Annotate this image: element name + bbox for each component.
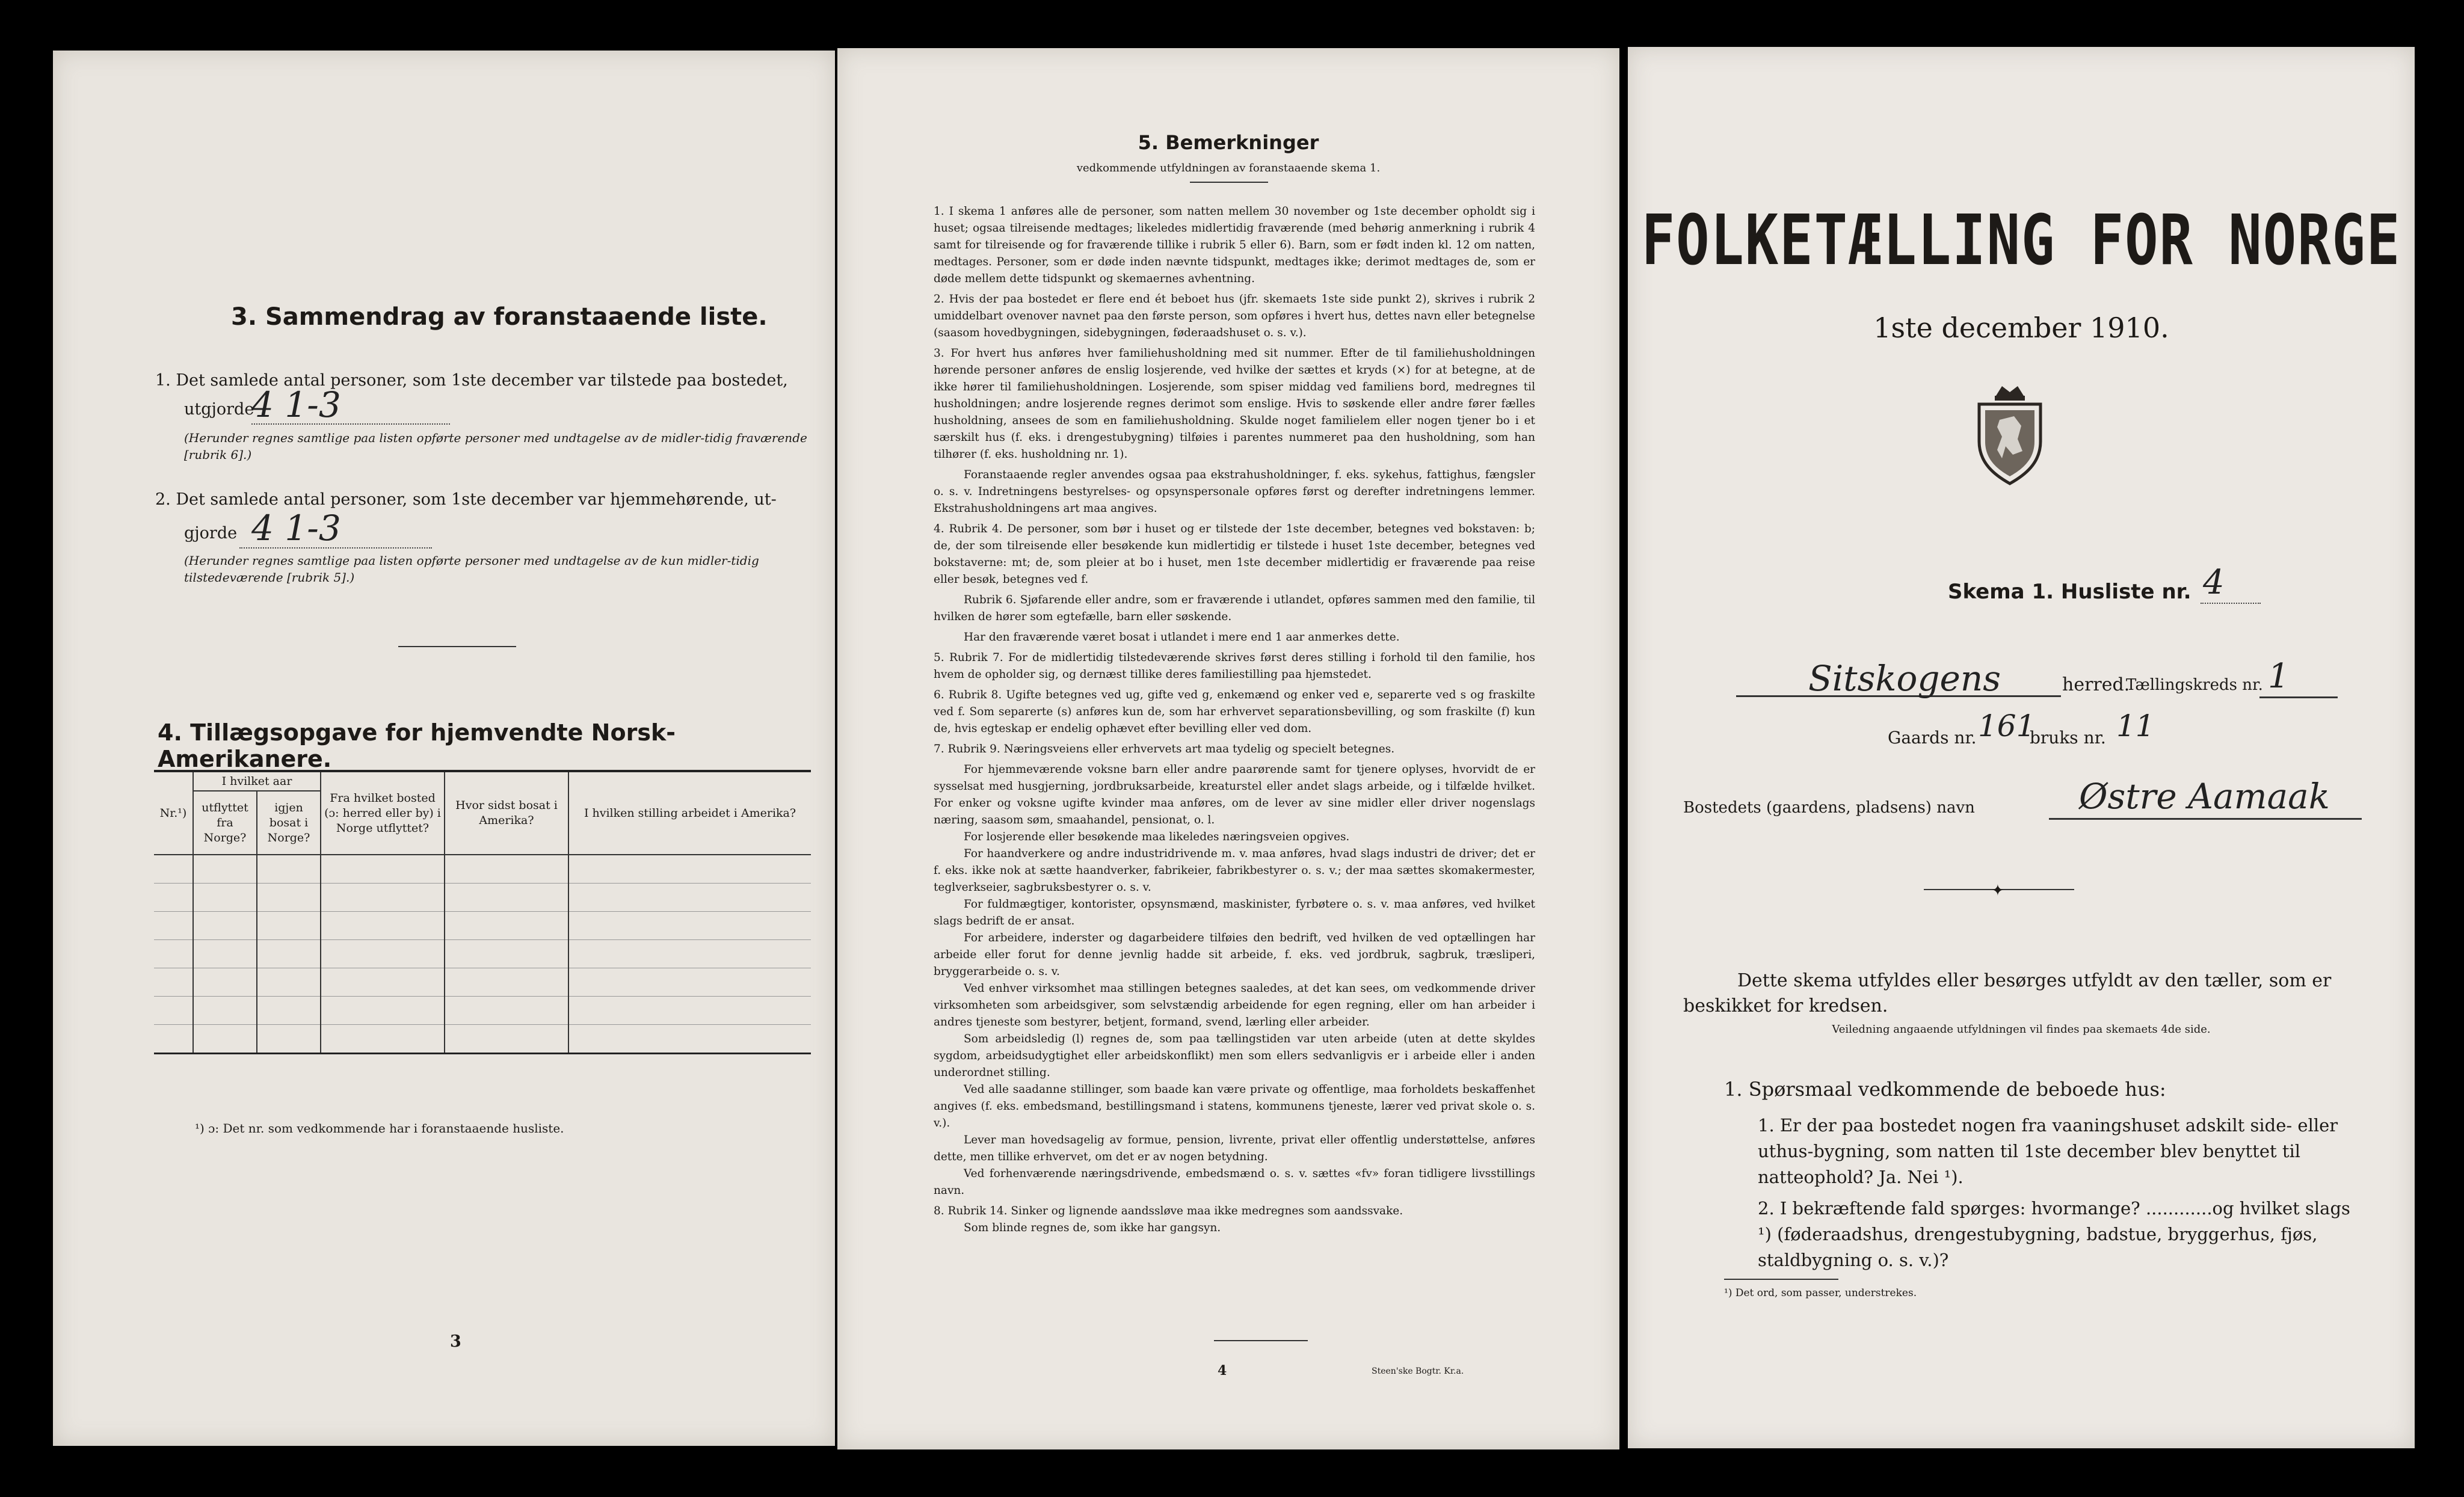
remark-4: 4. Rubrik 4. De personer, som bør i huset og er tilstede der 1ste december, betegnes ved bokstaven: b; de, der som tilreisende eller besøkende kun midlertidig er tilstede i huset 1ste december, betegnes ved bokstaverne: mt; de, som pleier at bo i huset, men 1ste december midlertidig er fraværende paa reise eller besøk, betegnes ved f. bbox=[934, 523, 1535, 586]
remark-7i: Lever man hovedsagelig av formue, pension, livrente, privat eller offentlig understøttelse, anføres dette, men tillike erhvervet, om det er av nogen betydning. bbox=[934, 1134, 1535, 1163]
page-right bbox=[1628, 47, 2415, 1448]
remark-7: 7. Rubrik 9. Næringsveiens eller erhvervets art maa tydelig og specielt betegnes. bbox=[934, 743, 1395, 755]
remark-4c: Har den fraværende været bosat i utlandet i mere end 1 aar anmerkes dette. bbox=[964, 631, 1400, 644]
remark-7g: Som arbeidsledig (l) regnes de, som paa tællingstiden var uten arbeide (uten at dette skyldes sygdom, arbeidsudygtighet eller arbeidskonflikt) men som ellers sedvanligvis er i arbeide eller i anden underordnet stilling. bbox=[934, 1033, 1535, 1079]
intro-note: Veiledning angaaende utfyldningen vil findes paa skemaets 4de side. bbox=[1832, 1023, 2211, 1036]
bosted-underline bbox=[2049, 818, 2362, 820]
printer-mark: Steen'ske Bogtr. Kr.a. bbox=[1372, 1366, 1464, 1376]
page-left bbox=[53, 51, 835, 1446]
remark-7c: For haandverkere og andre industridrivende m. v. maa anføres, hvad slags industri de driver; det er f. eks. ikke nok at sætte haandverker, fabrikeier, fabrikbestyrer o. s. v.; der maa sættes skomakermester, teglverkseier, sagbruksbestyrer o. s. v. bbox=[934, 847, 1535, 894]
skema-label: Skema 1. Husliste nr. bbox=[1948, 580, 2191, 604]
coat-of-arms-emblem bbox=[1971, 384, 2049, 486]
col-igjen-bosat: igjen bosat i Norge? bbox=[257, 791, 321, 855]
table-row bbox=[154, 884, 811, 912]
divider bbox=[398, 646, 516, 647]
form-title: FOLKETÆLLING FOR NORGE bbox=[1641, 200, 2401, 281]
remark-8: 8. Rubrik 14. Sinker og lignende aandssløve maa ikke medregnes som aandssvake. bbox=[934, 1205, 1403, 1217]
table-row bbox=[154, 912, 811, 940]
remark-4b: Rubrik 6. Sjøfarende eller andre, som er fraværende i utlandet, opføres sammen med den familie, til hvilken de hører som egtefælle, barn eller søskende. bbox=[934, 594, 1535, 623]
table-row bbox=[154, 1025, 811, 1054]
remark-7j: Ved forhenværende næringsdrivende, embedsmænd o. s. v. sættes «fv» foran tidligere livsstillings navn. bbox=[934, 1167, 1535, 1197]
form-date: 1ste december 1910. bbox=[1873, 312, 2169, 344]
remark-6: 6. Rubrik 8. Ugifte betegnes ved ug, gifte ved g, enkemænd og enker ved e, separerte ved s og fraskilte ved f. Som separerte (s) anføres kun de, som har erhvervet separationsbevilling, og som fraskilte (f) kun de, hvis egteskap er endelig ophævet efter bevilling eller ved dom. bbox=[934, 689, 1535, 735]
kreds-underline bbox=[2259, 696, 2338, 698]
dotted-line bbox=[2201, 603, 2261, 604]
col-hvor-sidst: Hvor sidst bosat i Amerika? bbox=[445, 771, 568, 855]
herred-value: Sitskogens bbox=[1808, 658, 2001, 699]
remarks-list bbox=[934, 203, 1535, 1237]
ornament-icon: ✦ bbox=[1991, 882, 2004, 900]
item2-value: 4 1-3 bbox=[251, 508, 341, 549]
page-number: 3 bbox=[450, 1332, 461, 1351]
item2-dotted-line bbox=[239, 547, 432, 549]
item2-text: 2. Det samlede antal personer, som 1ste december var hjemmehørende, ut- bbox=[155, 490, 777, 509]
bosted-label: Bostedets (gaardens, pladsens) navn bbox=[1683, 799, 1975, 817]
kreds-label: Tællingskreds nr. bbox=[2126, 676, 2263, 694]
col-group-year: I hvilket aar bbox=[193, 771, 321, 791]
remark-2: 2. Hvis der paa bostedet er flere end ét beboet hus (jfr. skemaets 1ste side punkt 2), skrives i rubrik 2 umiddelbart ovenover navnet paa den første person, som opføres i hvert hus, dettes navn eller betegnelse (saasom hovedbygningen, sidebygningen, føderaadshuset o. s. v.). bbox=[934, 293, 1535, 339]
remark-7a: For hjemmeværende voksne barn eller andre paarørende samt for tjenere oplyses, hvorvidt de er sysselsat med husgjerning, jordbruksarbeide, kreaturstel eller andet slags arbeide, og i tilfælde hvilket. For enker og voksne ugifte kvinder maa anføres, om de lever av sine midler eller driver nogenslags næring, saasom søm, smaahandel, pensionat, o. l. bbox=[934, 763, 1535, 826]
page-number: 4 bbox=[1218, 1363, 1227, 1379]
herred-label: herred. bbox=[2062, 674, 2130, 695]
remark-1: 1. I skema 1 anføres alle de personer, som natten mellem 30 november og 1ste december opholdt sig i huset; ogsaa tilreisende medtages; likeledes midlertidig fraværende (med behørig anmerkning i rubrik 4 samt for tilreisende og for fraværende tillike i rubrik 5 eller 6). Barn, som er født inden kl. 12 om natten, medtages. Personer, som er døde inden nævnte tidspunkt, medtages ikke; derimot medtages de, som er døde mellem dette tidspunkt og skemaernes avhentning. bbox=[934, 205, 1535, 285]
table-row bbox=[154, 940, 811, 968]
divider bbox=[1214, 1340, 1308, 1341]
remark-7e: For arbeidere, inderster og dagarbeidere tilføies den bedrift, ved hvilken de ved optællingen har arbeide eller forut for denne jevnlig hadde sit arbeide, f. eks. ved jordbruk, sagbruk, træsliperi, bryggerarbeide o. s. v. bbox=[934, 932, 1535, 978]
table-row bbox=[154, 855, 811, 884]
questions-heading: 1. Spørsmaal vedkommende de beboede hus: bbox=[1724, 1078, 2166, 1101]
item1-note: (Herunder regnes samtlige paa listen opførte personer med undtagelse av de midler-tidig fraværende [rubrik 6].) bbox=[184, 431, 807, 462]
divider bbox=[1190, 182, 1268, 183]
table-row bbox=[154, 997, 811, 1025]
gaards-value: 161 bbox=[1978, 709, 2036, 743]
remarks-title: 5. Bemerkninger bbox=[1138, 131, 1319, 154]
divider bbox=[1724, 1279, 1838, 1280]
page-middle bbox=[837, 48, 1619, 1449]
section4-title: 4. Tillægsopgave for hjemvendte Norsk-Amerikanere. bbox=[158, 719, 676, 772]
item1-value: 4 1-3 bbox=[251, 384, 341, 425]
footnote: ¹) Det ord, som passer, understrekes. bbox=[1724, 1287, 1917, 1299]
col-stilling: I hvilken stilling arbeidet i Amerika? bbox=[568, 771, 811, 855]
remark-3: 3. For hvert hus anføres hver familiehusholdning med sit nummer. Efter de til familiehusholdningen hørende personer anføres de enslig losjerende, ved hvilke der sættes et kryds (×) for at betegne, at de ikke hører til familiehusholdningen. Losjerende, som spiser middag ved familiens bord, medregnes til husholdningen; andre losjerende regnes derimot som enslige. Hvis to søskende eller andre fører fælles husholdning, ansees de som en familiehusholdning. Skulde noget familielem eller nogen tjener bo i et særskilt hus (f. eks. i drengestubygning) tilføies i parentes nummeret paa den husholdning, som han tilhører (f. eks. husholdning nr. 1). bbox=[934, 347, 1535, 461]
husliste-nr: 4 bbox=[2203, 563, 2225, 602]
item1-dotted-line bbox=[251, 423, 450, 425]
bruks-value: 11 bbox=[2116, 709, 2155, 743]
intro-text: Dette skema utfyldes eller besørges utfyldt av den tæller, som er beskikket for kredsen. bbox=[1683, 970, 2332, 1016]
item2-note: (Herunder regnes samtlige paa listen opførte personer med undtagelse av de kun midler-tidig tilstedeværende [rubrik 5].) bbox=[184, 553, 759, 585]
item1-prefix: utgjorde bbox=[184, 400, 254, 419]
remark-5: 5. Rubrik 7. For de midlertidig tilstedeværende skrives først deres stilling i forhold til den familie, hos hvem de opholder sig, og dernæst tillike deres familiestilling paa hjemstedet. bbox=[934, 651, 1535, 681]
table-row bbox=[154, 968, 811, 997]
kreds-value: 1 bbox=[2268, 657, 2290, 696]
section3-title: 3. Sammendrag av foranstaaende liste. bbox=[231, 303, 768, 331]
norsk-amerikanere-table bbox=[154, 770, 811, 1054]
remark-7b: For losjerende eller besøkende maa likeledes næringsveien opgives. bbox=[964, 831, 1350, 843]
remark-7h: Ved alle saadanne stillinger, som baade kan være private og offentlige, maa forholdets beskaffenhet angives (f. eks. embedsmand, bestillingsmand i statens, kommunens tjeneste, lærer ved privat skole o. s. v.). bbox=[934, 1083, 1535, 1130]
remark-7f: Ved enhver virksomhet maa stillingen betegnes saaledes, at det kan sees, om vedkommende driver virksomheten som arbeidsgiver, som selvstændig arbeidende for egen regning, eller om han arbeider i andres tjeneste som bestyrer, betjent, formand, svend, lærling eller arbeider. bbox=[934, 982, 1535, 1028]
item2-prefix: gjorde bbox=[184, 524, 238, 543]
bosted-value: Østre Aamaak bbox=[2079, 776, 2330, 817]
remark-8b: Som blinde regnes de, som ikke har gangsyn. bbox=[964, 1222, 1221, 1234]
gaards-label: Gaards nr. bbox=[1888, 728, 1977, 748]
remarks-subtitle: vedkommende utfyldningen av foranstaaende skema 1. bbox=[1076, 162, 1381, 174]
question-2: 2. I bekræftende fald spørges: hvormange? ............og hvilket slags ¹) (føderaadshus, drengestubygning, badstue, bryggerhus, fjøs, staldbygning o. s. v.)? bbox=[1758, 1198, 2350, 1270]
item1-text: 1. Det samlede antal personer, som 1ste december var tilstede paa bostedet, bbox=[155, 371, 788, 390]
footnote: ¹) ɔ: Det nr. som vedkommende har i foranstaaende husliste. bbox=[195, 1121, 564, 1136]
bruks-label: bruks nr. bbox=[2030, 728, 2106, 748]
remark-3b: Foranstaaende regler anvendes ogsaa paa ekstrahusholdninger, f. eks. sykehus, fattighus, fængsler o. s. v. Indretningens bestyrelses- og opsynspersonale opføres først og derefter indretningens lemmer. Ekstrahusholdningens art maa angives. bbox=[934, 469, 1535, 515]
col-utflyttet: utflyttet fra Norge? bbox=[193, 791, 257, 855]
remark-7d: For fuldmægtiger, kontorister, opsynsmænd, maskinister, fyrbøtere o. s. v. maa anføres, ved hvilket slags bedrift de er ansat. bbox=[934, 898, 1535, 927]
question-1: 1. Er der paa bostedet nogen fra vaaningshuset adskilt side- eller uthus-bygning, som natten til 1ste december blev benyttet til natteophold? Ja. Nei ¹). bbox=[1758, 1115, 2338, 1187]
col-fra-bosted: Fra hvilket bosted (ɔ: herred eller by) i Norge utflyttet? bbox=[321, 771, 445, 855]
col-nr: Nr.¹) bbox=[154, 771, 193, 855]
